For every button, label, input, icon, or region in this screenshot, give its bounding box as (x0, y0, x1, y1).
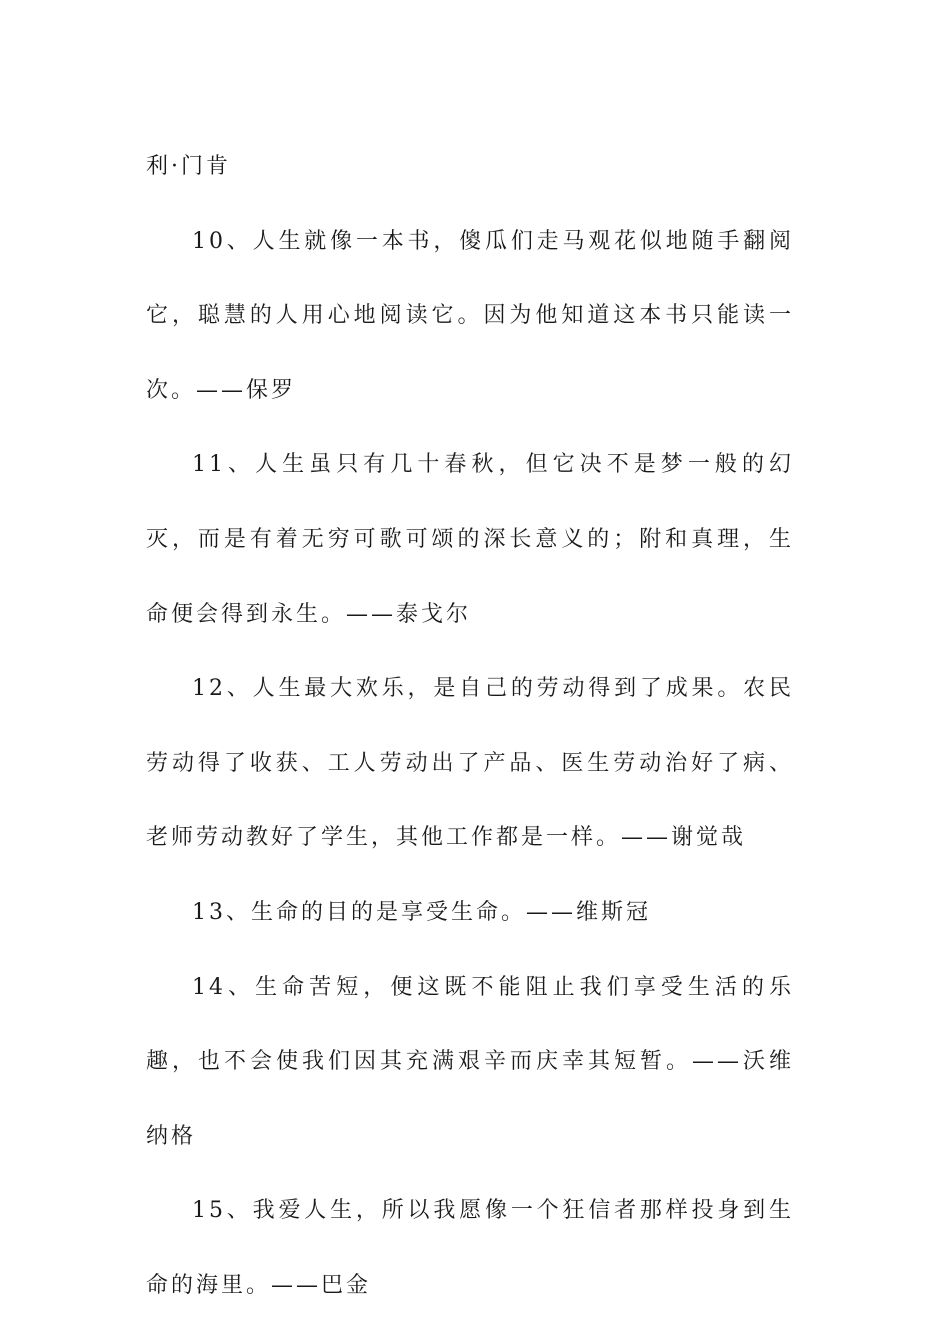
quote-12: 12、人生最大欢乐，是自己的劳动得到了成果。农民劳动得了收获、工人劳动出了产品、医生劳动治好了病、老师劳动教好了学生，其他工作都是一样。——谢觉哉 (146, 676, 794, 851)
quote-13: 13、生命的目的是享受生命。——维斯冠 (192, 899, 651, 925)
paragraph-continuation: 利·门肯 (146, 154, 231, 179)
quote-10: 10、人生就像一本书，傻瓜们走马观花似地随手翻阅它，聪慧的人用心地阅读它。因为他知道这本书只能读一次。——保罗 (146, 228, 794, 403)
quote-15: 15、我爱人生，所以我愿像一个狂信者那样投身到生命的海里。——巴金 (146, 1198, 794, 1298)
quote-11: 11、人生虽只有几十春秋，但它决不是梦一般的幻灭，而是有着无穷可歌可颂的深长意义的；附和真理，生命便会得到永生。——泰戈尔 (146, 452, 794, 627)
document-body (146, 130, 794, 1324)
quote-14: 14、生命苦短，便这既不能阻止我们享受生活的乐趣，也不会使我们因其充满艰辛而庆幸其短暂。——沃维纳格 (146, 974, 794, 1149)
